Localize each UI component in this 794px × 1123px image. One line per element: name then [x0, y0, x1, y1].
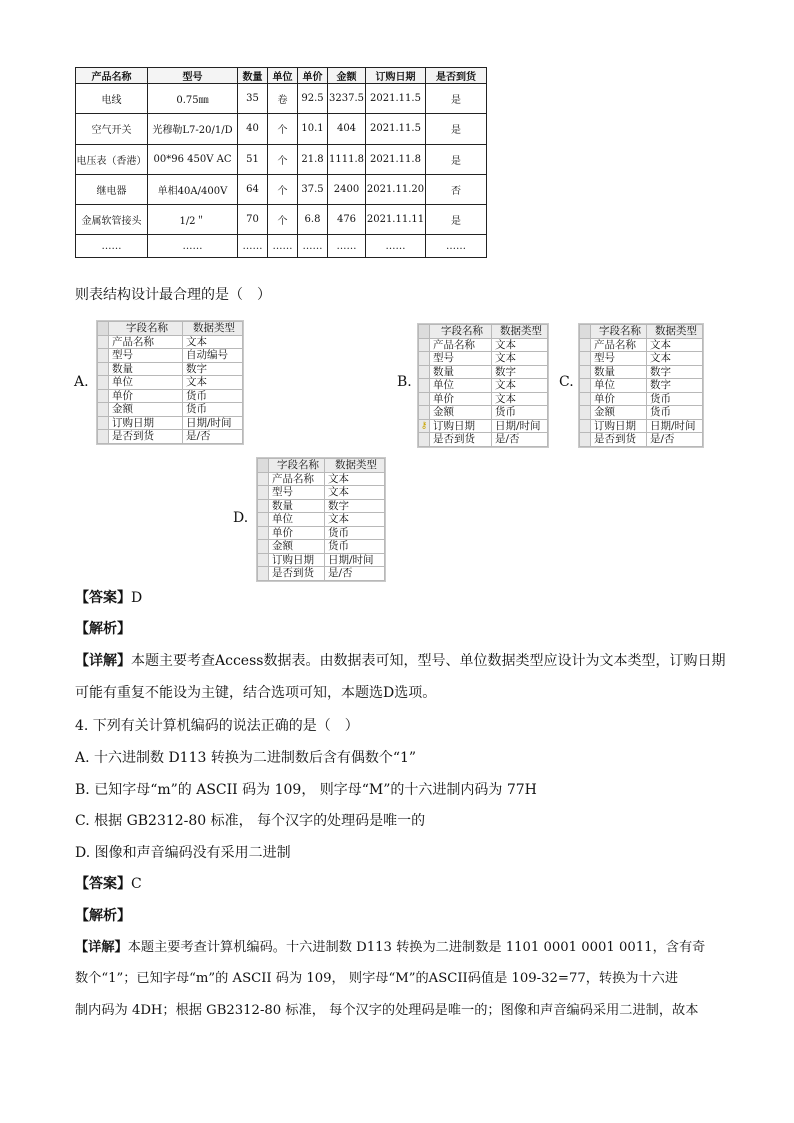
field-table-row — [419, 433, 548, 447]
product-table-cell: …… — [76, 235, 148, 258]
product-table-cell: 2021.11.11 — [366, 205, 426, 235]
detail-text: 本题主要考查Access数据表。由数据表可知，型号、单位数据类型应设计为文本类型，订购日期 — [131, 653, 726, 669]
product-table-cell: 6.8 — [298, 205, 328, 235]
row-selector — [419, 325, 430, 339]
product-table-cell: 21.8 — [298, 144, 328, 174]
data-type-cell: 是/否 — [325, 567, 385, 581]
option-c-field-table — [578, 323, 704, 448]
field-table-row — [98, 403, 243, 417]
row-selector — [419, 392, 430, 406]
product-table-cell: 继电器 — [76, 174, 148, 204]
field-name-cell: 金额 — [430, 406, 492, 420]
q4-detail-line-3: 制内码为 4DH；根据 GB2312-80 标准， 每个汉字的处理码是唯一的；图像和声音编码采用二进制，故本 — [75, 1003, 699, 1018]
row-selector — [98, 349, 109, 363]
field-name-cell: 产品名称 — [269, 472, 325, 486]
product-table-cell: 空气开关 — [76, 114, 148, 144]
product-table-row — [76, 84, 487, 114]
row-selector — [419, 352, 430, 366]
field-name-cell: 金额 — [591, 406, 647, 420]
data-type-cell: 是/否 — [647, 433, 703, 447]
row-selector — [419, 379, 430, 393]
q4-option-d: D. 图像和声音编码没有采用二进制 — [75, 845, 291, 861]
product-table-cell: 电线 — [76, 84, 148, 114]
field-name-cell: 是否到货 — [430, 433, 492, 447]
data-type-cell: 文本 — [183, 335, 243, 349]
row-selector — [98, 335, 109, 349]
product-table-cell: 1111.8 — [328, 144, 366, 174]
field-table-row — [98, 430, 243, 444]
product-table-cell: 个 — [268, 144, 298, 174]
product-table-cell: …… — [238, 235, 268, 258]
row-selector — [580, 352, 591, 366]
product-table-cell: 电压表（香港） — [76, 144, 148, 174]
product-table-cell: 64 — [238, 174, 268, 204]
data-type-cell: 货币 — [183, 389, 243, 403]
product-table-cell: 卷 — [268, 84, 298, 114]
product-table-cell: 是 — [426, 114, 487, 144]
q4-stem: 4. 下列有关计算机编码的说法正确的是（ ） — [75, 718, 359, 734]
data-type-cell: 数字 — [647, 379, 703, 393]
product-table-row — [76, 114, 487, 144]
product-table-header-cell: 金额 — [328, 68, 366, 84]
data-type-cell: 数字 — [183, 362, 243, 376]
product-table-cell: 个 — [268, 205, 298, 235]
product-table-header-cell: 型号 — [148, 68, 238, 84]
detail-text: 本题主要考查计算机编码。十六进制数 D113 转换为二进制数是 1101 0001 0001 0011，含有奇 — [127, 940, 706, 955]
field-table-row — [580, 365, 703, 379]
q4-detail-line-1 — [75, 938, 705, 958]
field-table-row — [580, 392, 703, 406]
field-table-header — [98, 322, 243, 336]
row-selector — [580, 365, 591, 379]
row-selector — [98, 389, 109, 403]
field-name-cell: 型号 — [591, 352, 647, 366]
row-selector — [580, 325, 591, 339]
data-type-cell: 货币 — [325, 540, 385, 554]
primary-key-icon: ⚷ — [419, 419, 430, 433]
row-selector — [258, 499, 269, 513]
field-table-row — [580, 433, 703, 447]
field-name-cell: 订购日期 — [269, 553, 325, 567]
field-table-row — [98, 362, 243, 376]
field-name-cell: 产品名称 — [109, 335, 183, 349]
field-table-row — [98, 349, 243, 363]
product-table-cell: 是 — [426, 84, 487, 114]
field-table-header-cell: 字段名称 — [430, 325, 492, 339]
data-type-cell: 日期/时间 — [492, 419, 548, 433]
field-name-cell: 数量 — [430, 365, 492, 379]
product-table-cell: 2021.11.5 — [366, 114, 426, 144]
option-b-label: B. — [397, 374, 412, 390]
row-selector — [258, 553, 269, 567]
product-table-cell: 40 — [238, 114, 268, 144]
field-table-header — [258, 459, 385, 473]
product-table-cell: 金属软管接头 — [76, 205, 148, 235]
product-table-cell: …… — [268, 235, 298, 258]
product-table-cell: 是 — [426, 144, 487, 174]
data-type-cell: 文本 — [183, 376, 243, 390]
row-selector — [98, 376, 109, 390]
field-table-row — [580, 419, 703, 433]
data-type-cell: 文本 — [492, 392, 548, 406]
answer-value: C — [131, 876, 142, 892]
data-type-cell: 数字 — [325, 499, 385, 513]
row-selector — [98, 430, 109, 444]
data-type-cell: 是/否 — [183, 430, 243, 444]
data-type-cell: 货币 — [492, 406, 548, 420]
field-table-row — [258, 567, 385, 581]
field-name-cell: 型号 — [430, 352, 492, 366]
field-name-cell: 单位 — [269, 513, 325, 527]
row-selector — [258, 486, 269, 500]
row-selector — [98, 403, 109, 417]
field-table-row — [258, 486, 385, 500]
product-table-cell: 光穆勒L7-20/1/D — [148, 114, 238, 144]
field-table-row — [419, 365, 548, 379]
q4-option-a: A. 十六进制数 D113 转换为二进制数后含有偶数个“1” — [75, 750, 417, 766]
product-table-cell: 92.5 — [298, 84, 328, 114]
product-table-cell: 70 — [238, 205, 268, 235]
field-table-row — [98, 416, 243, 430]
field-name-cell: 型号 — [269, 486, 325, 500]
product-table-cell: 否 — [426, 174, 487, 204]
data-type-cell: 文本 — [325, 513, 385, 527]
field-name-cell: 单价 — [430, 392, 492, 406]
question-stem: 则表结构设计最合理的是（ ） — [75, 287, 271, 303]
product-table-cell: 个 — [268, 174, 298, 204]
field-table-row — [419, 338, 548, 352]
row-selector — [580, 406, 591, 420]
row-selector — [258, 459, 269, 473]
field-name-cell: 是否到货 — [269, 567, 325, 581]
product-table-cell: 1/2＂ — [148, 205, 238, 235]
field-table-row — [419, 379, 548, 393]
product-table-cell: 10.1 — [298, 114, 328, 144]
field-table-row — [258, 526, 385, 540]
field-table-row — [258, 472, 385, 486]
q4-analysis-tag: 【解析】 — [75, 908, 131, 924]
field-table-header-cell: 数据类型 — [325, 459, 385, 473]
data-type-cell: 是/否 — [492, 433, 548, 447]
field-name-cell: 单价 — [591, 392, 647, 406]
data-type-cell: 自动编号 — [183, 349, 243, 363]
product-table-header — [76, 68, 487, 84]
product-table-cell: 2021.11.5 — [366, 84, 426, 114]
field-name-cell: 产品名称 — [591, 338, 647, 352]
row-selector — [419, 365, 430, 379]
q3-detail-line-2: 可能有重复不能设为主键，结合选项可知，本题选D选项。 — [75, 685, 437, 701]
data-type-cell: 货币 — [647, 392, 703, 406]
field-table-header-cell: 字段名称 — [591, 325, 647, 339]
field-table-row — [419, 352, 548, 366]
product-table-cell: 00*96 450V AC — [148, 144, 238, 174]
product-table-header-cell: 是否到货 — [426, 68, 487, 84]
field-table-header-cell: 字段名称 — [109, 322, 183, 336]
field-table-header — [580, 325, 703, 339]
answer-tag: 【答案】 — [75, 590, 131, 606]
field-name-cell: 金额 — [269, 540, 325, 554]
field-table-row — [98, 376, 243, 390]
option-a-label: A. — [74, 374, 89, 390]
answer-value: D — [131, 590, 143, 606]
field-name-cell: 型号 — [109, 349, 183, 363]
field-table-row — [258, 513, 385, 527]
product-table-cell: 2021.11.20 — [366, 174, 426, 204]
product-table-cell: 2400 — [328, 174, 366, 204]
product-table-cell: 3237.5 — [328, 84, 366, 114]
data-type-cell: 文本 — [325, 486, 385, 500]
q3-detail-line-1 — [75, 651, 725, 671]
data-type-cell: 文本 — [492, 352, 548, 366]
product-table-header-cell: 数量 — [238, 68, 268, 84]
field-table-row — [419, 419, 548, 433]
row-selector — [580, 419, 591, 433]
field-table-row — [580, 379, 703, 393]
data-type-cell: 文本 — [325, 472, 385, 486]
product-table-cell: …… — [328, 235, 366, 258]
row-selector — [580, 338, 591, 352]
product-table-row — [76, 174, 487, 204]
q3-analysis-tag: 【解析】 — [75, 621, 131, 637]
data-type-cell: 货币 — [325, 526, 385, 540]
data-type-cell: 文本 — [647, 352, 703, 366]
product-table-header-cell: 产品名称 — [76, 68, 148, 84]
q4-option-c: C. 根据 GB2312-80 标准， 每个汉字的处理码是唯一的 — [75, 813, 426, 829]
row-selector — [258, 472, 269, 486]
field-table-row — [580, 406, 703, 420]
field-name-cell: 单价 — [269, 526, 325, 540]
data-type-cell: 货币 — [183, 403, 243, 417]
field-table-header-cell: 数据类型 — [492, 325, 548, 339]
product-table-cell: 单相40A/400V — [148, 174, 238, 204]
field-name-cell: 数量 — [591, 365, 647, 379]
field-name-cell: 数量 — [109, 362, 183, 376]
row-selector — [258, 513, 269, 527]
option-c-label: C. — [559, 374, 574, 390]
field-table-header — [419, 325, 548, 339]
product-table-cell: 476 — [328, 205, 366, 235]
row-selector — [98, 362, 109, 376]
field-name-cell: 订购日期 — [430, 419, 492, 433]
row-selector — [419, 433, 430, 447]
product-table-header-cell: 订购日期 — [366, 68, 426, 84]
row-selector — [419, 338, 430, 352]
product-table-cell: …… — [148, 235, 238, 258]
product-table-cell: 35 — [238, 84, 268, 114]
row-selector — [258, 540, 269, 554]
data-type-cell: 日期/时间 — [647, 419, 703, 433]
field-table-header-cell: 数据类型 — [183, 322, 243, 336]
option-b-field-table — [417, 323, 549, 448]
option-d-label: D. — [233, 510, 249, 526]
row-selector — [98, 416, 109, 430]
row-selector — [580, 433, 591, 447]
field-name-cell: 是否到货 — [591, 433, 647, 447]
product-table-cell: …… — [366, 235, 426, 258]
field-name-cell: 是否到货 — [109, 430, 183, 444]
data-type-cell: 文本 — [647, 338, 703, 352]
field-table-header-cell: 数据类型 — [647, 325, 703, 339]
field-table-row — [419, 392, 548, 406]
data-type-cell: 数字 — [492, 365, 548, 379]
field-table-header-cell: 字段名称 — [269, 459, 325, 473]
q4-answer — [75, 874, 142, 894]
product-table-row — [76, 205, 487, 235]
data-type-cell: 货币 — [647, 406, 703, 420]
product-table-header-cell: 单位 — [268, 68, 298, 84]
data-type-cell: 日期/时间 — [183, 416, 243, 430]
product-table-cell: 37.5 — [298, 174, 328, 204]
row-selector — [580, 379, 591, 393]
field-table-row — [98, 335, 243, 349]
product-table-cell: 0.75㎜ — [148, 84, 238, 114]
field-name-cell: 单位 — [591, 379, 647, 393]
product-table-cell: 51 — [238, 144, 268, 174]
product-table-cell: 404 — [328, 114, 366, 144]
product-table-cell: 是 — [426, 205, 487, 235]
answer-tag: 【答案】 — [75, 876, 131, 892]
row-selector — [258, 526, 269, 540]
field-table-row — [258, 499, 385, 513]
product-table-header-cell: 单价 — [298, 68, 328, 84]
row-selector — [258, 567, 269, 581]
q3-answer — [75, 588, 142, 608]
product-table — [75, 67, 487, 258]
product-table-cell: …… — [426, 235, 487, 258]
field-name-cell: 数量 — [269, 499, 325, 513]
option-d-field-table — [256, 457, 386, 582]
q4-option-b: B. 已知字母“m”的 ASCII 码为 109， 则字母“M”的十六进制内码为 77H — [75, 782, 537, 798]
product-table-row — [76, 144, 487, 174]
row-selector — [419, 406, 430, 420]
field-table-row — [580, 338, 703, 352]
data-type-cell: 文本 — [492, 379, 548, 393]
product-table-row — [76, 235, 487, 258]
field-name-cell: 单位 — [430, 379, 492, 393]
data-type-cell: 文本 — [492, 338, 548, 352]
product-table-cell: …… — [298, 235, 328, 258]
field-table-row — [419, 406, 548, 420]
field-name-cell: 产品名称 — [430, 338, 492, 352]
field-table-row — [258, 553, 385, 567]
detail-tag: 【详解】 — [75, 653, 131, 669]
q4-detail-line-2: 数个“1”；已知字母“m”的 ASCII 码为 109， 则字母“M”的ASCII码值是 109-32=77，转换为十六进 — [75, 971, 679, 986]
field-name-cell: 单位 — [109, 376, 183, 390]
product-table-cell: 2021.11.8 — [366, 144, 426, 174]
field-name-cell: 订购日期 — [109, 416, 183, 430]
option-a-field-table — [96, 320, 244, 445]
data-type-cell: 数字 — [647, 365, 703, 379]
data-type-cell: 日期/时间 — [325, 553, 385, 567]
field-name-cell: 单价 — [109, 389, 183, 403]
detail-tag: 【详解】 — [75, 940, 128, 955]
product-table-cell: 个 — [268, 114, 298, 144]
field-table-row — [580, 352, 703, 366]
field-name-cell: 金额 — [109, 403, 183, 417]
field-name-cell: 订购日期 — [591, 419, 647, 433]
field-table-row — [98, 389, 243, 403]
field-table-row — [258, 540, 385, 554]
row-selector — [580, 392, 591, 406]
row-selector — [98, 322, 109, 336]
